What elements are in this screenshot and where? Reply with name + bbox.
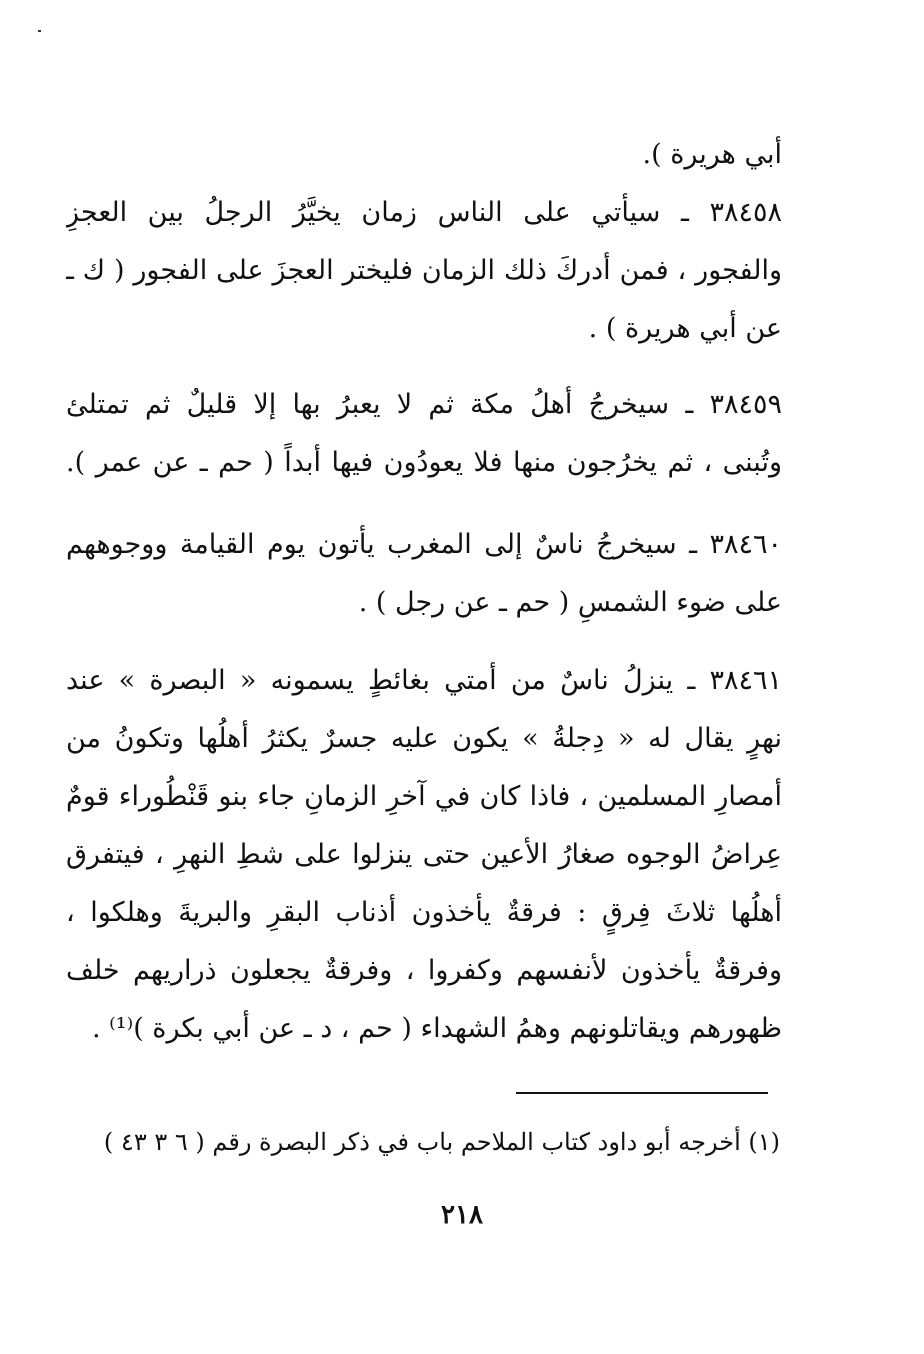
hadith-38458 — [66, 184, 782, 358]
hadith-line: وتُبنى ، ثم يخرُجون منها فلا يعودُون فيها أبداً ( حم ـ عن عمر ). — [66, 447, 782, 478]
page-number: ٢١٨ — [441, 1200, 483, 1230]
intro-line: أبي هريرة ). — [642, 139, 782, 170]
hadith-line: أمصارِ المسلمين ، فاذا كان في آخرِ الزمانِ جاء بنو قَنْطُوراء قومٌ — [66, 781, 782, 812]
hadith-line: ٣٨٤٥٩ ـ سيخرجُ أهلُ مكة ثم لا يعبرُ بها إلا قليلٌ ثم تمتلئ — [66, 389, 782, 420]
hadith-line: ٣٨٤٦٠ ـ سيخرجُ ناسٌ إلى المغرب يأتون يوم القيامة ووجوههم — [66, 529, 782, 560]
footnote: (١) أخرجه أبو داود كتاب الملاحم باب في ذكر البصرة رقم ( ٦ ٣ ٤٣ ) — [103, 1128, 780, 1156]
hadith-line: والفجور ، فمن أدركَ ذلك الزمان فليختر العجزَ على الفجور ( ك ـ — [66, 255, 782, 286]
hadith-line: نهرٍ يقال له « دِجلةُ » يكون عليه جسرٌ يكثرُ أهلُها وتكونُ من — [66, 723, 782, 754]
hadith-38460 — [66, 516, 782, 632]
hadith-line: عن أبي هريرة ) . — [588, 313, 782, 344]
scan-speck — [38, 30, 41, 32]
intro-block — [66, 126, 782, 184]
hadith-line: ظهورهم ويقاتلونهم وهمُ الشهداء ( حم ، د ـ عن أبي بكرة )⁽¹⁾ . — [91, 1013, 782, 1044]
hadith-line: على ضوء الشمسِ ( حم ـ عن رجل ) . — [358, 587, 782, 618]
hadith-38461 — [66, 652, 782, 1058]
hadith-line: ٣٨٤٥٨ ـ سيأتي على الناس زمان يخيَّرُ الرجلُ بين العجزِ — [66, 197, 782, 228]
hadith-line: وفرقةٌ يأخذون لأنفسهم وكفروا ، وفرقةٌ يجعلون ذراريهم خلف — [66, 955, 782, 986]
footnote-divider — [516, 1092, 768, 1094]
hadith-38459 — [66, 376, 782, 492]
hadith-line: أهلُها ثلاثَ فِرقٍ : فرقةٌ يأخذون أذناب البقرِ والبريةَ وهلكوا ، — [66, 897, 782, 928]
hadith-line: عِراضُ الوجوه صغارُ الأعين حتى ينزلوا على شطِ النهرِ ، فيتفرق — [66, 839, 782, 870]
hadith-line: ٣٨٤٦١ ـ ينزلُ ناسٌ من أمتي بغائطٍ يسمونه « البصرة » عند — [66, 665, 782, 696]
